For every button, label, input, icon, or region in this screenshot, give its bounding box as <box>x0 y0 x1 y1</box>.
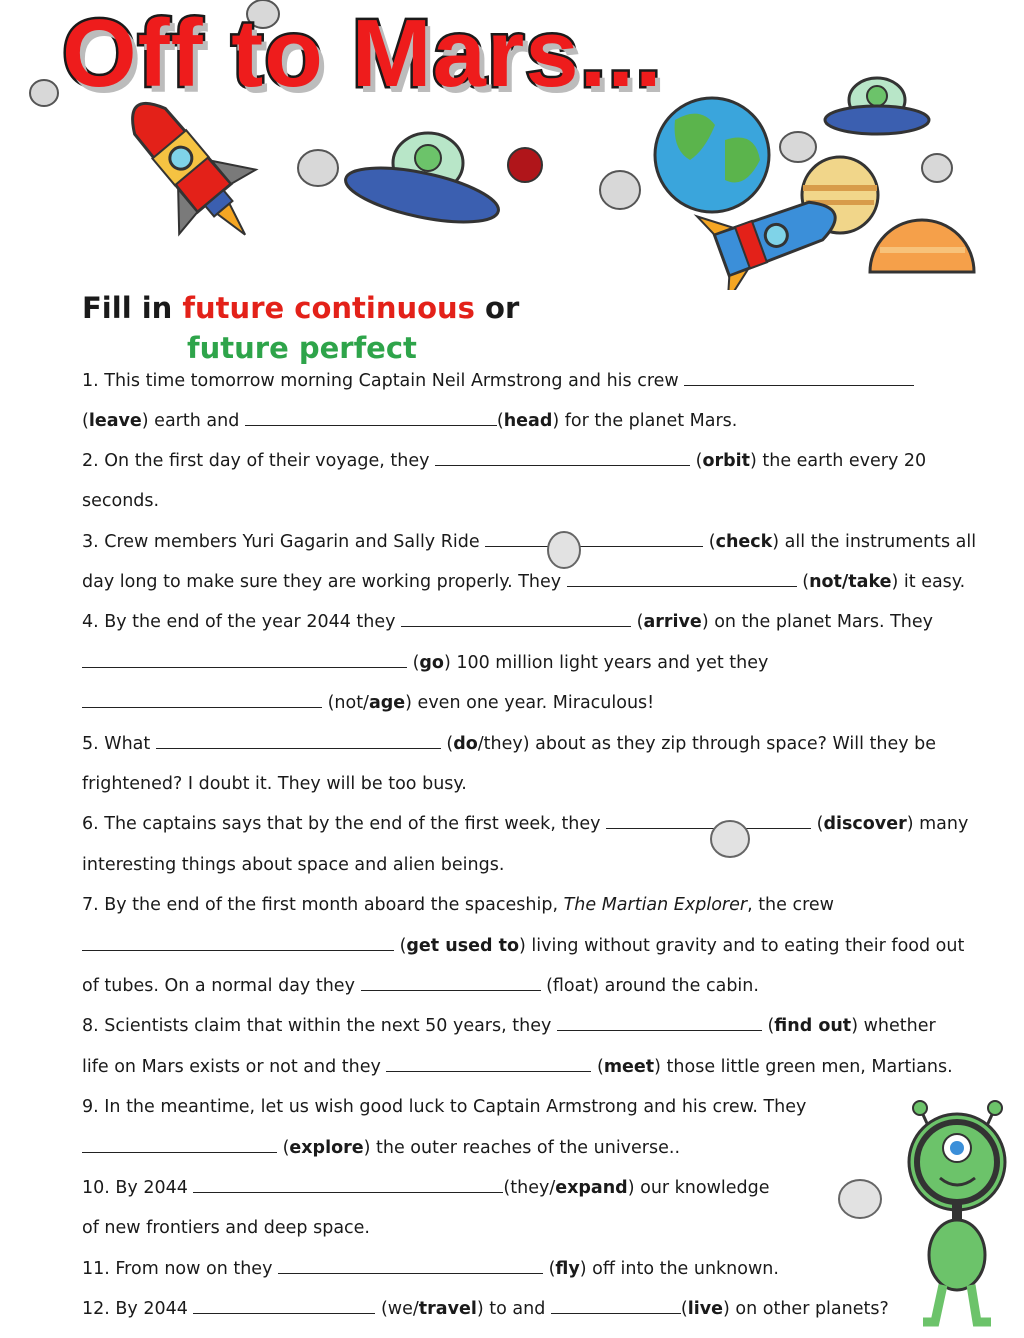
line-text: 11. From now on they <box>82 1259 278 1279</box>
line-text: 4. By the end of the year 2044 they <box>82 612 402 632</box>
line-text: 2. On the first day of their voyage, they <box>82 451 436 471</box>
answer-blank[interactable] <box>82 651 407 668</box>
verb-prompt: head <box>503 411 553 431</box>
asteroid-icon <box>836 1176 884 1222</box>
verb-prompt: arrive <box>643 612 702 632</box>
verb-prompt: check <box>715 532 773 552</box>
line-text: day long to make sure they are working properly. They <box>82 572 567 592</box>
answer-blank[interactable] <box>551 1297 681 1314</box>
line-text: ) off into the unknown. <box>579 1259 779 1279</box>
line-text: 6. The captains says that by the end of the first week, they <box>82 814 607 834</box>
answer-blank[interactable] <box>82 1136 277 1153</box>
answer-blank[interactable] <box>156 732 441 749</box>
tense-future-perfect: future perfect <box>187 331 417 365</box>
answer-blank[interactable] <box>245 409 497 426</box>
tense-future-continuous: future continuous <box>182 291 475 325</box>
exercise-line <box>82 409 737 433</box>
verb-prompt: orbit <box>702 451 750 471</box>
exercise-line <box>82 1095 806 1119</box>
exercise-line <box>82 853 504 877</box>
line-text: ) the earth every 20 <box>749 451 927 471</box>
line-text: ) those little green men, Martians. <box>654 1057 953 1077</box>
line-text: ( <box>82 411 89 431</box>
instructions-heading <box>82 290 520 365</box>
exercise-line <box>82 772 467 796</box>
line-text: (we/ <box>375 1299 419 1319</box>
line-text: ) it easy. <box>891 572 966 592</box>
line-text: 9. In the meantime, let us wish good luck to Captain Armstrong and his crew. They <box>82 1097 807 1117</box>
line-text: , the crew <box>747 895 834 915</box>
line-text: ( <box>631 612 644 632</box>
verb-prompt: expand <box>555 1178 628 1198</box>
verb-prompt: age <box>368 693 406 713</box>
line-text: of tubes. On a normal day they <box>82 976 361 996</box>
line-text: ) whether <box>851 1016 936 1036</box>
exercise-line <box>82 1055 953 1079</box>
verb-prompt: go <box>419 653 444 673</box>
line-text: ) for the planet Mars. <box>552 411 738 431</box>
line-text: interesting things about space and alien beings. <box>82 855 505 875</box>
exercise-line <box>82 369 914 393</box>
verb-prompt: find out <box>774 1016 852 1036</box>
line-text: ) to and <box>476 1299 551 1319</box>
answer-blank[interactable] <box>193 1176 503 1193</box>
exercise-line <box>82 974 759 998</box>
exercise-line <box>82 893 834 917</box>
exercise-line <box>82 812 968 836</box>
answer-blank[interactable] <box>684 369 914 386</box>
line-text: ( <box>690 451 703 471</box>
verb-prompt: live <box>687 1299 724 1319</box>
answer-blank[interactable] <box>435 449 690 466</box>
verb-prompt: travel <box>418 1299 477 1319</box>
line-text: 7. By the end of the first month aboard the spaceship, <box>82 895 564 915</box>
line-text: ( <box>277 1138 290 1158</box>
exercise-line <box>82 1136 680 1160</box>
answer-blank[interactable] <box>557 1014 762 1031</box>
answer-blank[interactable] <box>361 974 541 991</box>
line-text: ) 100 million light years and yet they <box>443 653 769 673</box>
line-text: /they) about as they zip through space? Will they be <box>477 734 937 754</box>
line-text: 1. This time tomorrow morning Captain Neil Armstrong and his crew <box>82 371 685 391</box>
line-text: life on Mars exists or not and they <box>82 1057 387 1077</box>
verb-prompt: explore <box>289 1138 364 1158</box>
verb-prompt: get used to <box>406 936 519 956</box>
answer-blank[interactable] <box>82 934 394 951</box>
line-text: 10. By 2044 <box>82 1178 194 1198</box>
line-text: of new frontiers and deep space. <box>82 1218 370 1238</box>
answer-blank[interactable] <box>278 1257 543 1274</box>
exercise-line <box>82 1257 779 1281</box>
line-text: (float) around the cabin. <box>540 976 759 996</box>
heading-prefix: Fill in <box>82 291 183 325</box>
exercise-line <box>82 1216 370 1240</box>
line-text: ( <box>394 936 407 956</box>
line-text: ) the outer reaches of the universe.. <box>363 1138 681 1158</box>
exercise-line <box>82 1014 936 1038</box>
earth-planet-icon <box>655 98 769 212</box>
line-text: ( <box>407 653 420 673</box>
line-text: 5. What <box>82 734 156 754</box>
exercise-line <box>82 1297 889 1321</box>
answer-blank[interactable] <box>567 570 797 587</box>
exercise-line <box>82 691 654 715</box>
exercise-line <box>82 489 159 513</box>
line-text: ) even one year. Miraculous! <box>405 693 655 713</box>
line-text: ( <box>680 1299 688 1319</box>
mars-planet-icon <box>508 148 542 182</box>
line-text: ) on other planets? <box>723 1299 889 1319</box>
line-text: 3. Crew members Yuri Gagarin and Sally Ride <box>82 532 486 552</box>
verb-prompt: not/take <box>809 572 892 592</box>
ufo-icon <box>341 133 503 233</box>
verb-prompt: do <box>453 734 478 754</box>
answer-blank[interactable] <box>82 691 322 708</box>
line-text: ( <box>761 1016 775 1036</box>
line-text: ) on the planet Mars. They <box>701 612 933 632</box>
verb-prompt: fly <box>555 1259 580 1279</box>
exercise-line <box>82 732 936 756</box>
line-text: ( <box>703 532 716 552</box>
line-text: ) living without gravity and to eating their food out <box>519 936 965 956</box>
line-text: ( <box>496 411 504 431</box>
verb-prompt: leave <box>88 411 142 431</box>
exercise-line <box>82 610 933 634</box>
answer-blank[interactable] <box>193 1297 375 1314</box>
line-text: ) earth and <box>141 411 245 431</box>
asteroid-icon <box>708 818 752 860</box>
line-text: ) all the instruments all <box>772 532 977 552</box>
line-text: seconds. <box>82 491 160 511</box>
ufo-small-icon <box>825 78 929 134</box>
line-text: 8. Scientists claim that within the next 50 years, they <box>82 1016 557 1036</box>
exercise-line <box>82 934 964 958</box>
heading-or: or <box>474 291 520 325</box>
line-text: ) many <box>906 814 969 834</box>
line-text: ( <box>440 734 454 754</box>
line-text: ) our knowledge <box>627 1178 770 1198</box>
page-title: Off to Mars... <box>62 0 663 107</box>
line-text: ( <box>796 572 810 592</box>
verb-prompt: meet <box>603 1057 655 1077</box>
ship-name: The Martian Explorer <box>563 895 748 915</box>
line-text: frightened? I doubt it. They will be too busy. <box>82 774 467 794</box>
line-text: ( <box>591 1057 604 1077</box>
alien-icon <box>895 1100 1020 1330</box>
line-text: ( <box>811 814 824 834</box>
exercise-line <box>82 449 926 473</box>
exercise-line <box>82 651 768 675</box>
exercise-line <box>82 530 976 554</box>
line-text: ( <box>543 1259 556 1279</box>
exercise-line <box>82 570 965 594</box>
line-text: (not/ <box>322 693 369 713</box>
verb-prompt: discover <box>823 814 907 834</box>
line-text: 12. By 2044 <box>82 1299 194 1319</box>
answer-blank[interactable] <box>386 1055 591 1072</box>
orange-planet-icon <box>870 220 974 272</box>
line-text: (they/ <box>503 1178 556 1198</box>
exercise-line <box>82 1176 770 1200</box>
asteroid-icon <box>546 530 582 570</box>
answer-blank[interactable] <box>485 530 703 547</box>
answer-blank[interactable] <box>401 610 631 627</box>
